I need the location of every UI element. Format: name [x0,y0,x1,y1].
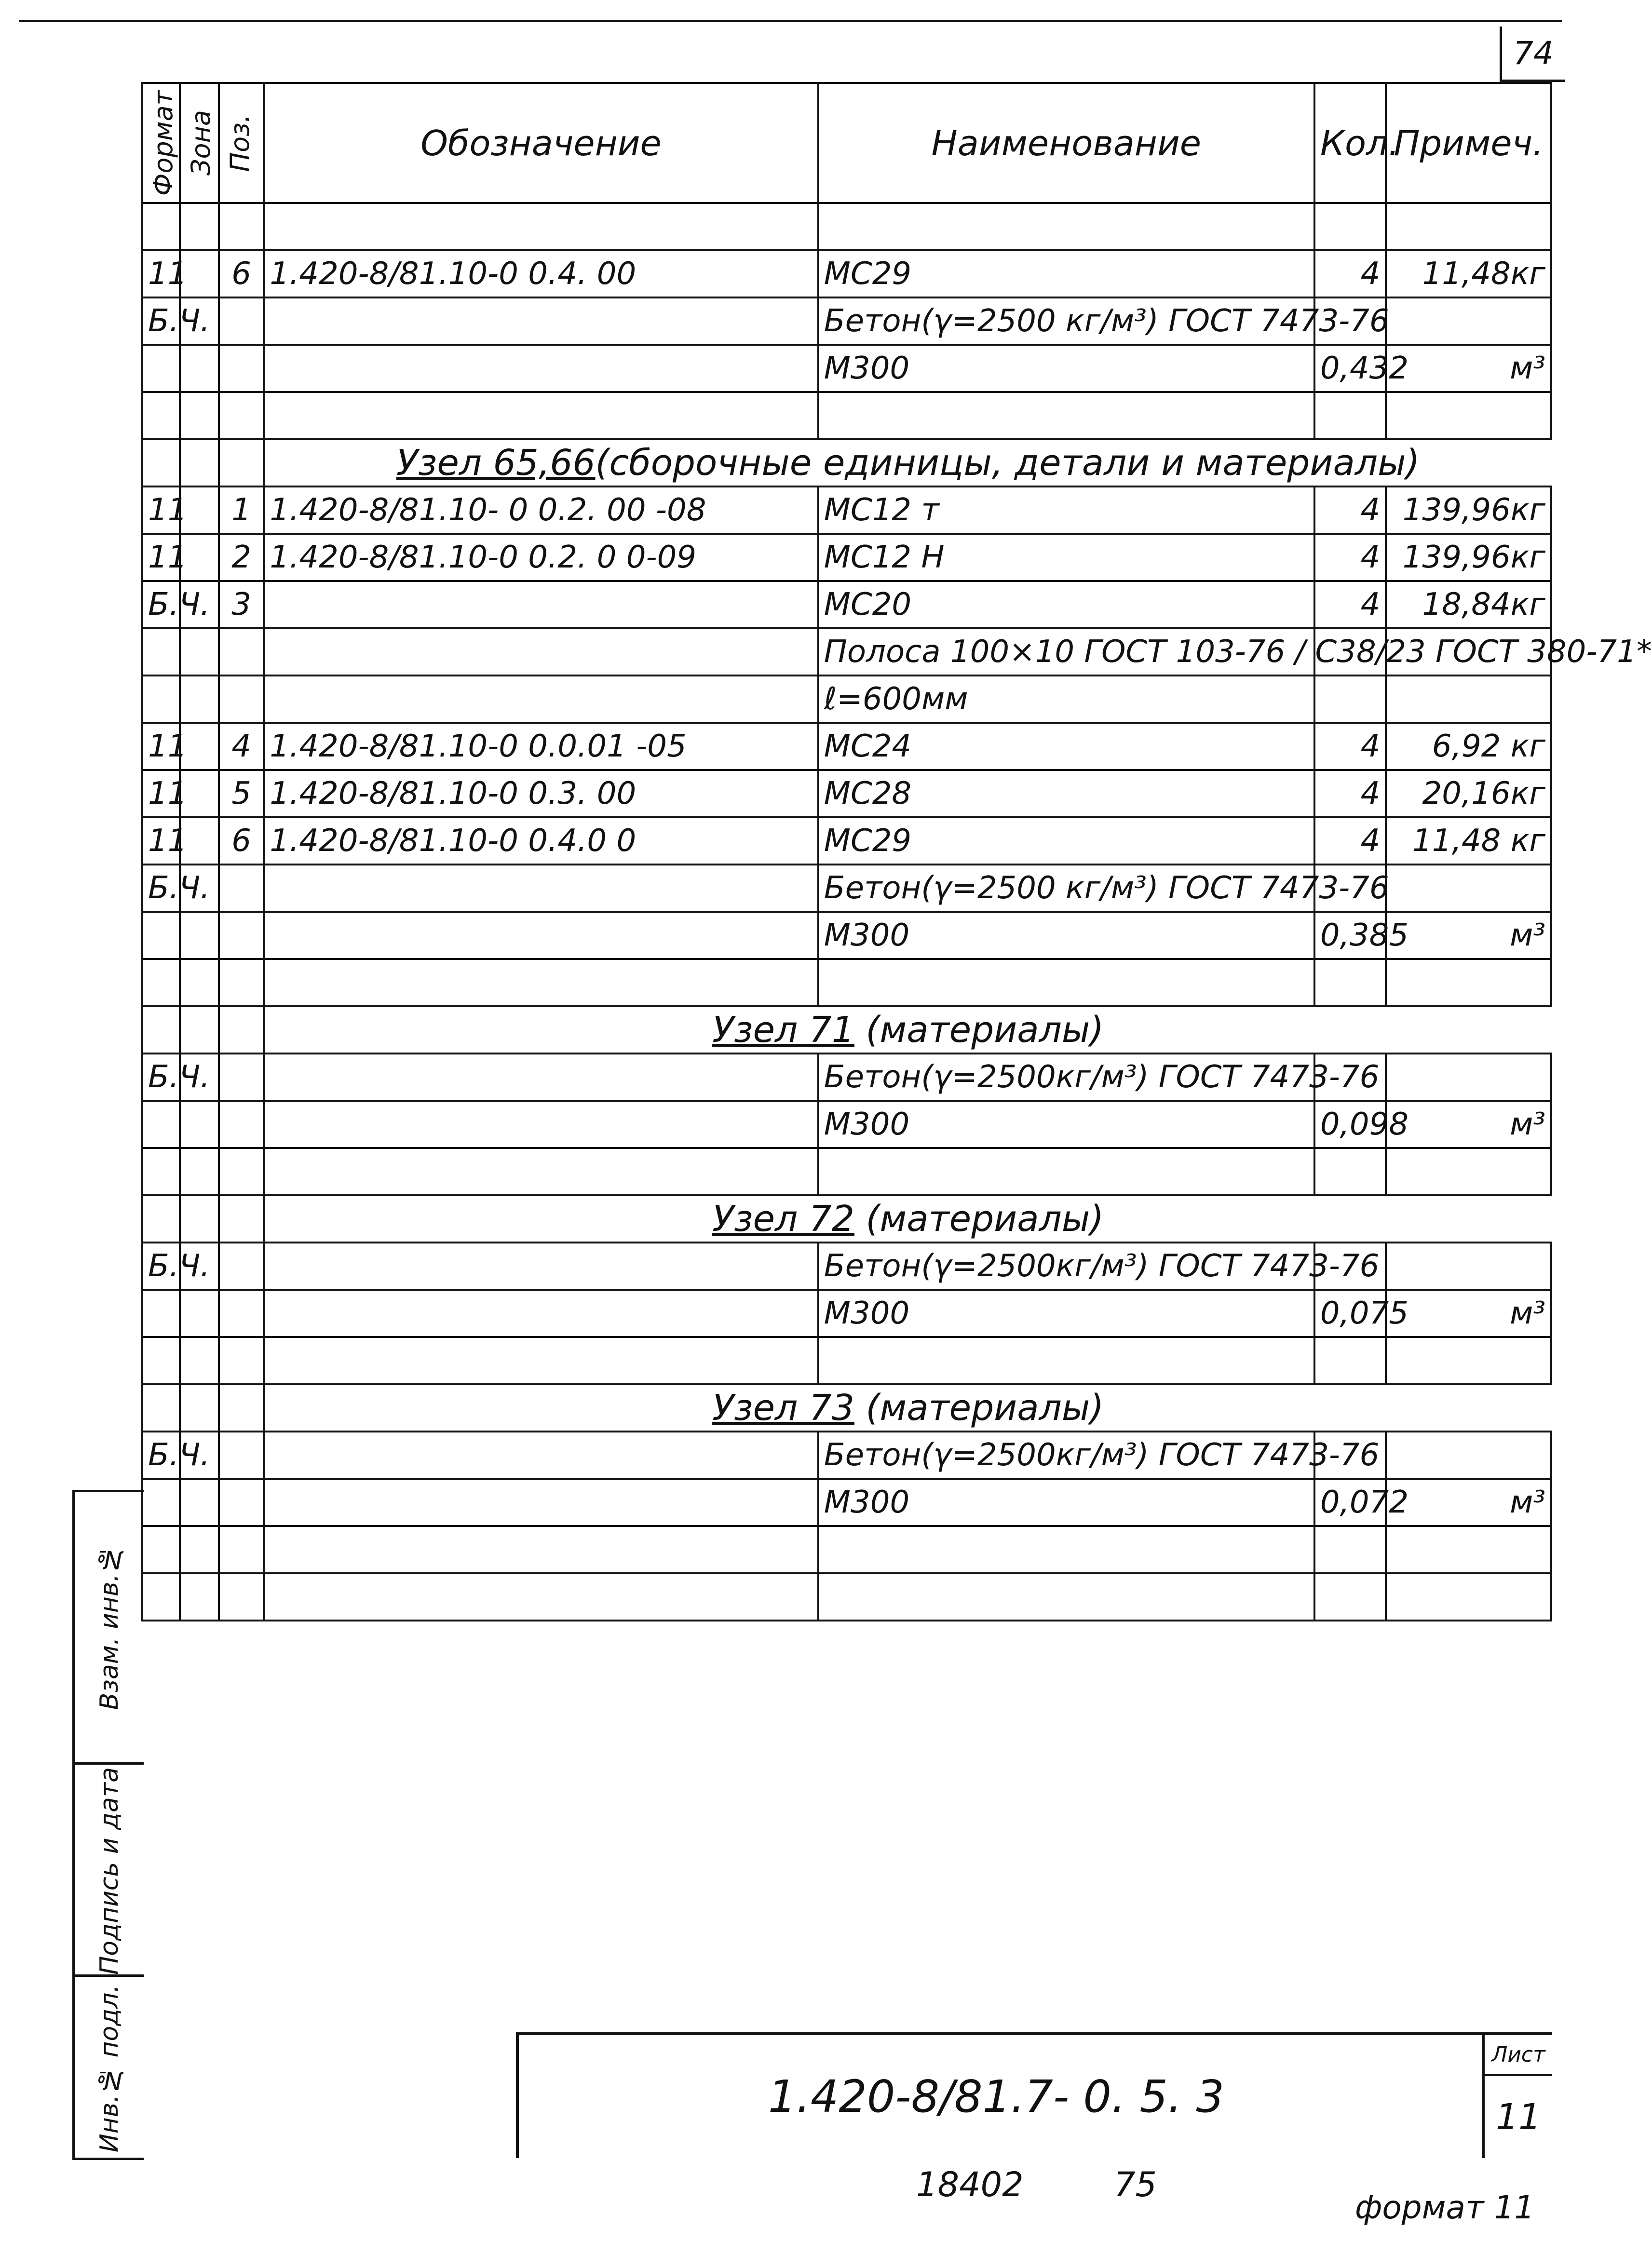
cell-designation [264,1479,818,1526]
cell-format: 11 [142,486,180,534]
table-row [142,959,1551,1006]
section-title [264,439,1551,486]
cell-format: Б.Ч. [142,297,180,345]
cell-name: ℓ=600мм [818,675,1314,723]
table-row [142,1526,1551,1573]
cell-pos: 3 [219,581,264,628]
cell-note [1386,1432,1551,1479]
table-row [142,345,1551,392]
cell-pos [219,959,264,1006]
cell-name [818,1573,1314,1621]
table-row [142,1479,1551,1526]
cell-name: МС12 Н [818,534,1314,581]
cell-format [142,1573,180,1621]
top-border-line [19,20,1562,22]
section-spacer-cell [142,439,180,486]
cell-format: 11 [142,723,180,770]
cell-qty [1314,1337,1386,1384]
stamp-cell-inv-original: Инв.№ подл. [75,1974,144,2160]
cell-designation [264,392,818,439]
cell-format: Б.Ч. [142,865,180,912]
cell-zone [180,392,219,439]
document-code: 1.420-8/81.7- 0. 5. 3 [768,2071,1224,2122]
cell-name: М300 [818,345,1314,392]
cell-format: 11 [142,770,180,817]
cell-pos [219,1148,264,1195]
cell-pos [219,1243,264,1290]
table-row [142,912,1551,959]
cell-name [818,392,1314,439]
cell-zone [180,675,219,723]
section-spacer-cell [180,439,219,486]
table-header-row [142,83,1551,203]
cell-designation [264,297,818,345]
cell-zone [180,345,219,392]
cell-qty: 0,075 [1314,1290,1386,1337]
cell-note [1386,1573,1551,1621]
cell-note [1386,675,1551,723]
cell-pos [219,628,264,675]
table-row [142,534,1551,581]
cell-format [142,392,180,439]
cell-pos: 6 [219,250,264,297]
cell-note [1386,1243,1551,1290]
section-row [142,1195,1551,1243]
cell-pos: 2 [219,534,264,581]
table-body [142,203,1652,1621]
cell-designation: 1.420-8/81.10-0 0.4.0 0 [264,817,818,865]
cell-qty: 0,385 [1314,912,1386,959]
cell-designation [264,1101,818,1148]
section-row [142,1006,1551,1054]
cell-format [142,1479,180,1526]
table-row [142,203,1551,250]
cell-note: 139,96кг [1386,534,1551,581]
section-spacer-cell [142,1384,180,1432]
cell-name: Бетон(γ=2500кг/м³) ГОСТ 7473-76 [818,1054,1314,1101]
cell-designation [264,203,818,250]
cell-note: м³ [1386,1290,1551,1337]
table-row [142,865,1551,912]
cell-format: Б.Ч. [142,1054,180,1101]
cell-note: 20,16кг [1386,770,1551,817]
cell-name: Бетон(γ=2500 кг/м³) ГОСТ 7473-76 [818,865,1314,912]
cell-format [142,1526,180,1573]
cell-format: 11 [142,534,180,581]
cell-note: м³ [1386,912,1551,959]
cell-designation [264,675,818,723]
header-zone: Зона [180,83,219,203]
cell-qty [1314,1526,1386,1573]
cell-name: Бетон(γ=2500 кг/м³) ГОСТ 7473-76 [818,297,1314,345]
cell-pos [219,675,264,723]
cell-qty [1314,675,1386,723]
cell-name: М300 [818,1479,1314,1526]
section-spacer-cell [180,1195,219,1243]
cell-note [1386,959,1551,1006]
cell-pos [219,865,264,912]
cell-pos: 4 [219,723,264,770]
cell-note [1386,1337,1551,1384]
cell-pos [219,392,264,439]
cell-note: м³ [1386,345,1551,392]
cell-designation: 1.420-8/81.10-0 0.0.01 -05 [264,723,818,770]
cell-note [1386,392,1551,439]
cell-name: МС29 [818,250,1314,297]
cell-note: 6,92 кг [1386,723,1551,770]
section-title [264,1006,1551,1054]
cell-format [142,1101,180,1148]
cell-format [142,1337,180,1384]
header-format: Формат [142,83,180,203]
cell-qty: 4 [1314,770,1386,817]
table-row [142,1148,1551,1195]
section-title-main: Узел 73 [712,1387,855,1429]
cell-name: М300 [818,912,1314,959]
table-row [142,1432,1551,1479]
cell-designation: 1.420-8/81.10-0 0.2. 0 0-09 [264,534,818,581]
cell-designation [264,1054,818,1101]
table-row [142,1290,1551,1337]
cell-note [1386,1526,1551,1573]
section-spacer-cell [219,1384,264,1432]
cell-zone [180,1148,219,1195]
cell-pos: 6 [219,817,264,865]
cell-designation [264,959,818,1006]
cell-pos [219,1054,264,1101]
cell-zone [180,1290,219,1337]
cell-pos [219,1573,264,1621]
cell-designation [264,1148,818,1195]
cell-pos [219,297,264,345]
cell-qty [1314,203,1386,250]
table-row [142,723,1551,770]
cell-zone [180,1479,219,1526]
cell-designation [264,1243,818,1290]
section-title-main: Узел 71 [712,1009,855,1051]
cell-name [818,1337,1314,1384]
cell-pos: 1 [219,486,264,534]
cell-zone [180,1101,219,1148]
cell-format: Б.Ч. [142,1432,180,1479]
cell-name: МС12 т [818,486,1314,534]
cell-format [142,912,180,959]
cell-designation [264,345,818,392]
cell-qty: 4 [1314,723,1386,770]
cell-qty: 0,098 [1314,1101,1386,1148]
header-designation: Обозначение [264,83,818,203]
cell-designation [264,1526,818,1573]
cell-name [818,1526,1314,1573]
table-row [142,392,1551,439]
cell-qty: 4 [1314,486,1386,534]
section-title-suffix: (материалы) [854,1387,1104,1429]
cell-name [818,959,1314,1006]
cell-zone [180,912,219,959]
cell-name: Полоса 100×10 ГОСТ 103-76 / С38/23 ГОСТ 380-71* [818,628,1314,675]
table-row [142,250,1551,297]
cell-name: М300 [818,1290,1314,1337]
cell-designation [264,1432,818,1479]
table-row [142,1337,1551,1384]
cell-qty [1314,1148,1386,1195]
table-row [142,1054,1551,1101]
cell-note: м³ [1386,1101,1551,1148]
cell-note: м³ [1386,1479,1551,1526]
stamp-cell-signature-date: Подпись и дата [75,1762,144,1977]
cell-format: Б.Ч. [142,1243,180,1290]
cell-note: 11,48 кг [1386,817,1551,865]
cell-format: Б.Ч. [142,581,180,628]
cell-pos [219,1526,264,1573]
section-title [264,1384,1551,1432]
cell-qty: 0,072 [1314,1479,1386,1526]
cell-note: 11,48кг [1386,250,1551,297]
section-row [142,1384,1551,1432]
table-row [142,1243,1551,1290]
specification-table [141,82,1652,1621]
sheet-value: 11 [1482,2076,1552,2158]
cell-name: МС20 [818,581,1314,628]
cell-zone [180,203,219,250]
section-spacer-cell [219,439,264,486]
footer-number-left: 18402 [916,2165,1024,2204]
cell-format [142,959,180,1006]
section-title-main: Узел 72 [712,1198,855,1240]
section-title-suffix: (материалы) [854,1009,1104,1051]
cell-note [1386,1148,1551,1195]
cell-format [142,1290,180,1337]
cell-note [1386,865,1551,912]
table-row [142,297,1551,345]
table-row [142,486,1551,534]
cell-name: Бетон(γ=2500кг/м³) ГОСТ 7473-76 [818,1243,1314,1290]
cell-note: 139,96кг [1386,486,1551,534]
cell-name: М300 [818,1101,1314,1148]
sheet-label: Лист [1482,2035,1552,2076]
section-spacer-cell [219,1195,264,1243]
title-block [516,2032,1552,2158]
cell-name: МС28 [818,770,1314,817]
header-note: Примеч. [1386,83,1551,203]
cell-format [142,1148,180,1195]
header-qty: Кол. [1314,83,1386,203]
cell-note [1386,203,1551,250]
section-row [142,439,1551,486]
cell-pos [219,912,264,959]
header-name: Наименование [818,83,1314,203]
section-title [264,1195,1551,1243]
cell-zone [180,959,219,1006]
cell-qty: 4 [1314,581,1386,628]
table-row [142,675,1551,723]
cell-qty: 0,432 [1314,345,1386,392]
section-title-suffix: (материалы) [854,1198,1104,1240]
section-spacer-cell [142,1195,180,1243]
cell-pos [219,1479,264,1526]
cell-name: МС24 [818,723,1314,770]
stamp-cell-replaced-inv: Взам. инв.№ [95,1544,124,1710]
cell-designation [264,1337,818,1384]
cell-note: 18,84кг [1386,581,1551,628]
footer-format: формат 11 [1355,2189,1535,2226]
cell-name [818,203,1314,250]
table-row [142,628,1551,675]
cell-designation [264,581,818,628]
cell-zone [180,628,219,675]
section-spacer-cell [219,1006,264,1054]
section-spacer-cell [180,1006,219,1054]
footer-number-right: 75 [1114,2165,1157,2204]
cell-format [142,675,180,723]
cell-name: МС29 [818,817,1314,865]
table-row [142,817,1551,865]
cell-pos [219,1101,264,1148]
cell-designation [264,865,818,912]
table-row [142,1101,1551,1148]
cell-note [1386,1054,1551,1101]
cell-designation [264,912,818,959]
cell-qty [1314,959,1386,1006]
section-title-suffix: (сборочные единицы, детали и материалы) [595,442,1420,484]
cell-pos [219,1337,264,1384]
table-row [142,581,1551,628]
cell-designation [264,1573,818,1621]
table-row [142,770,1551,817]
cell-zone [180,1526,219,1573]
header-pos: Поз. [219,83,264,203]
cell-qty [1314,392,1386,439]
cell-name: Бетон(γ=2500кг/м³) ГОСТ 7473-76 [818,1432,1314,1479]
cell-designation [264,1290,818,1337]
section-title-main: Узел 65,66 [396,442,596,484]
cell-qty [1314,1573,1386,1621]
cell-designation: 1.420-8/81.10-0 0.3. 00 [264,770,818,817]
cell-pos [219,1290,264,1337]
left-stamp-column [72,1490,144,2160]
section-spacer-cell [180,1384,219,1432]
cell-format: 11 [142,817,180,865]
cell-designation [264,628,818,675]
cell-note [1386,297,1551,345]
cell-format [142,628,180,675]
cell-designation: 1.420-8/81.10- 0 0.2. 00 -08 [264,486,818,534]
cell-name [818,1148,1314,1195]
cell-format: 11 [142,250,180,297]
section-spacer-cell [142,1006,180,1054]
cell-qty: 4 [1314,817,1386,865]
cell-qty: 4 [1314,534,1386,581]
cell-format [142,203,180,250]
sheet-number: 74 [1500,27,1565,82]
cell-zone [180,1573,219,1621]
cell-designation: 1.420-8/81.10-0 0.4. 00 [264,250,818,297]
cell-pos: 5 [219,770,264,817]
cell-format [142,345,180,392]
table-row [142,1573,1551,1621]
cell-pos [219,203,264,250]
cell-qty: 4 [1314,250,1386,297]
cell-zone [180,1337,219,1384]
cell-pos [219,1432,264,1479]
cell-pos [219,345,264,392]
